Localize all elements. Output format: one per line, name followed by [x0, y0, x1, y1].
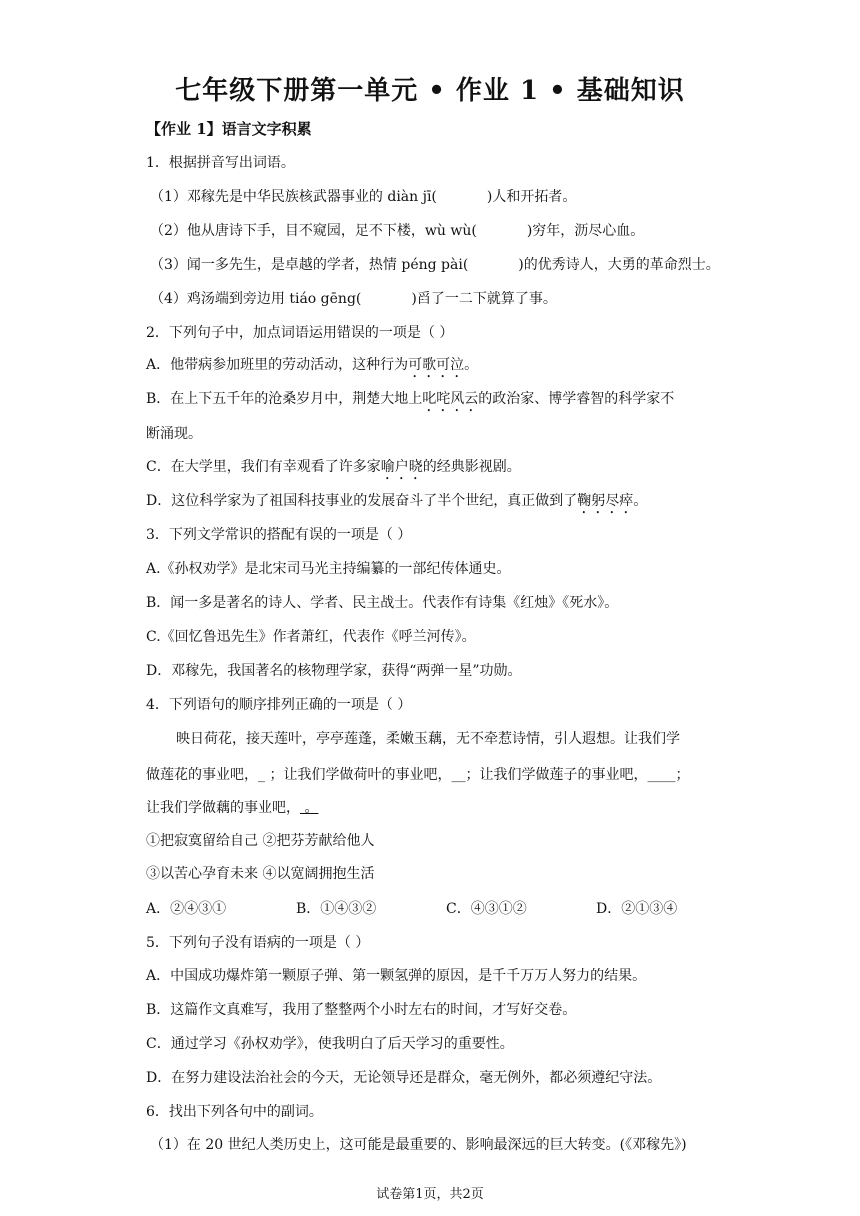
question-2-option-a: A．他带病参加班里的劳动活动，这种行为可歌可泣。 [146, 357, 479, 373]
question-1-item-3: （3）闻一多先生，是卓越的学者，热情 péng pài( )的优秀诗人，大勇的革命烈士。 [150, 257, 720, 273]
question-2-option-c: C．在大学里，我们有幸观看了许多家喻户晓的经典影视剧。 [146, 459, 521, 475]
page-footer: 试卷第1页，共2页 [376, 1187, 484, 1202]
question-2-option-b: B．在上下五千年的沧桑岁月中，荆楚大地上叱咤风云的政治家、博学睿智的科学家不 [146, 391, 675, 407]
section-heading: 【作业 1】语言文字积累 [146, 120, 312, 138]
question-5-stem: 5．下列句子没有语病的一项是（ ） [146, 935, 370, 951]
question-4-passage-line-3: 让我们学做藕的事业吧， 。 [146, 800, 319, 816]
question-4-option-c: C．④③①② [446, 901, 527, 917]
question-5-option-d: D．在努力建设法治社会的今天，无论领导还是群众，毫无例外，都必须遵纪守法。 [146, 1070, 662, 1086]
page-title: 七年级下册第一单元 • 作业 1 • 基础知识 [175, 76, 685, 106]
question-4-option-a: A．②④③① [146, 901, 227, 917]
question-3-option-d: D．邓稼先，我国著名的核物理学家，获得“两弹一星”功勋。 [146, 663, 522, 679]
question-1-item-1: （1）邓稼先是中华民族核武器事业的 diàn jī( )人和开拓者。 [150, 189, 577, 205]
question-3-option-c: C.《回忆鲁迅先生》作者萧红，代表作《呼兰河传》。 [146, 629, 476, 645]
question-4-passage-line-2: 做莲花的事业吧，_ ；让我们学做荷叶的事业吧，__；让我们学做莲子的事业吧，____； [146, 767, 690, 783]
question-6-stem: 6．找出下列各句中的副词。 [146, 1104, 323, 1120]
question-4-option-b: B．①④③② [296, 901, 377, 917]
question-4-options [146, 898, 746, 918]
question-3-option-a: A.《孙权劝学》是北宋司马光主持编纂的一部纪传体通史。 [146, 561, 511, 577]
question-2-option-b-cont: 断涌现。 [146, 426, 202, 442]
question-2-option-d: D．这位科学家为了祖国科技事业的发展奋斗了半个世纪，真正做到了鞠躬尽瘁。 [146, 493, 648, 509]
question-1-item-2: （2）他从唐诗下手，目不窥园，足不下楼，wù wù( )穷年，沥尽心血。 [150, 223, 645, 239]
question-6-item-1: （1）在 20 世纪人类历史上，这可能是最重要的、影响最深远的巨大转变。(《邓稼先》) [150, 1137, 687, 1153]
question-5-option-c: C．通过学习《孙权劝学》，使我明白了后天学习的重要性。 [146, 1036, 514, 1052]
question-4-choices-2: ③以苦心孕育未来 ④以宽阔拥抱生活 [146, 866, 375, 882]
question-5-option-a: A．中国成功爆炸第一颗原子弹、第一颗氢弹的原因，是千千万万人努力的结果。 [146, 968, 647, 984]
question-4-passage-line-1: 映日荷花，接天莲叶，亭亭莲蓬，柔嫩玉藕，无不牵惹诗情，引人遐想。让我们学 [176, 731, 680, 747]
question-1-stem: 1．根据拼音写出词语。 [146, 155, 295, 171]
question-4-choices-1: ①把寂寞留给自己 ②把芬芳献给他人 [146, 833, 375, 849]
question-1-item-4: （4）鸡汤端到旁边用 tiáo gēng( )舀了一二下就算了事。 [150, 291, 557, 307]
question-4-stem: 4．下列语句的顺序排列正确的一项是（ ） [146, 697, 412, 713]
question-3-option-b: B．闻一多是著名的诗人、学者、民主战士。代表作有诗集《红烛》《死水》。 [146, 595, 619, 611]
question-4-option-d: D．②①③④ [596, 901, 678, 917]
question-3-stem: 3．下列文学常识的搭配有误的一项是（ ） [146, 527, 412, 543]
question-5-option-b: B．这篇作文真难写，我用了整整两个小时左右的时间，才写好交卷。 [146, 1002, 577, 1018]
question-2-stem: 2．下列句子中，加点词语运用错误的一项是（ ） [146, 325, 454, 341]
